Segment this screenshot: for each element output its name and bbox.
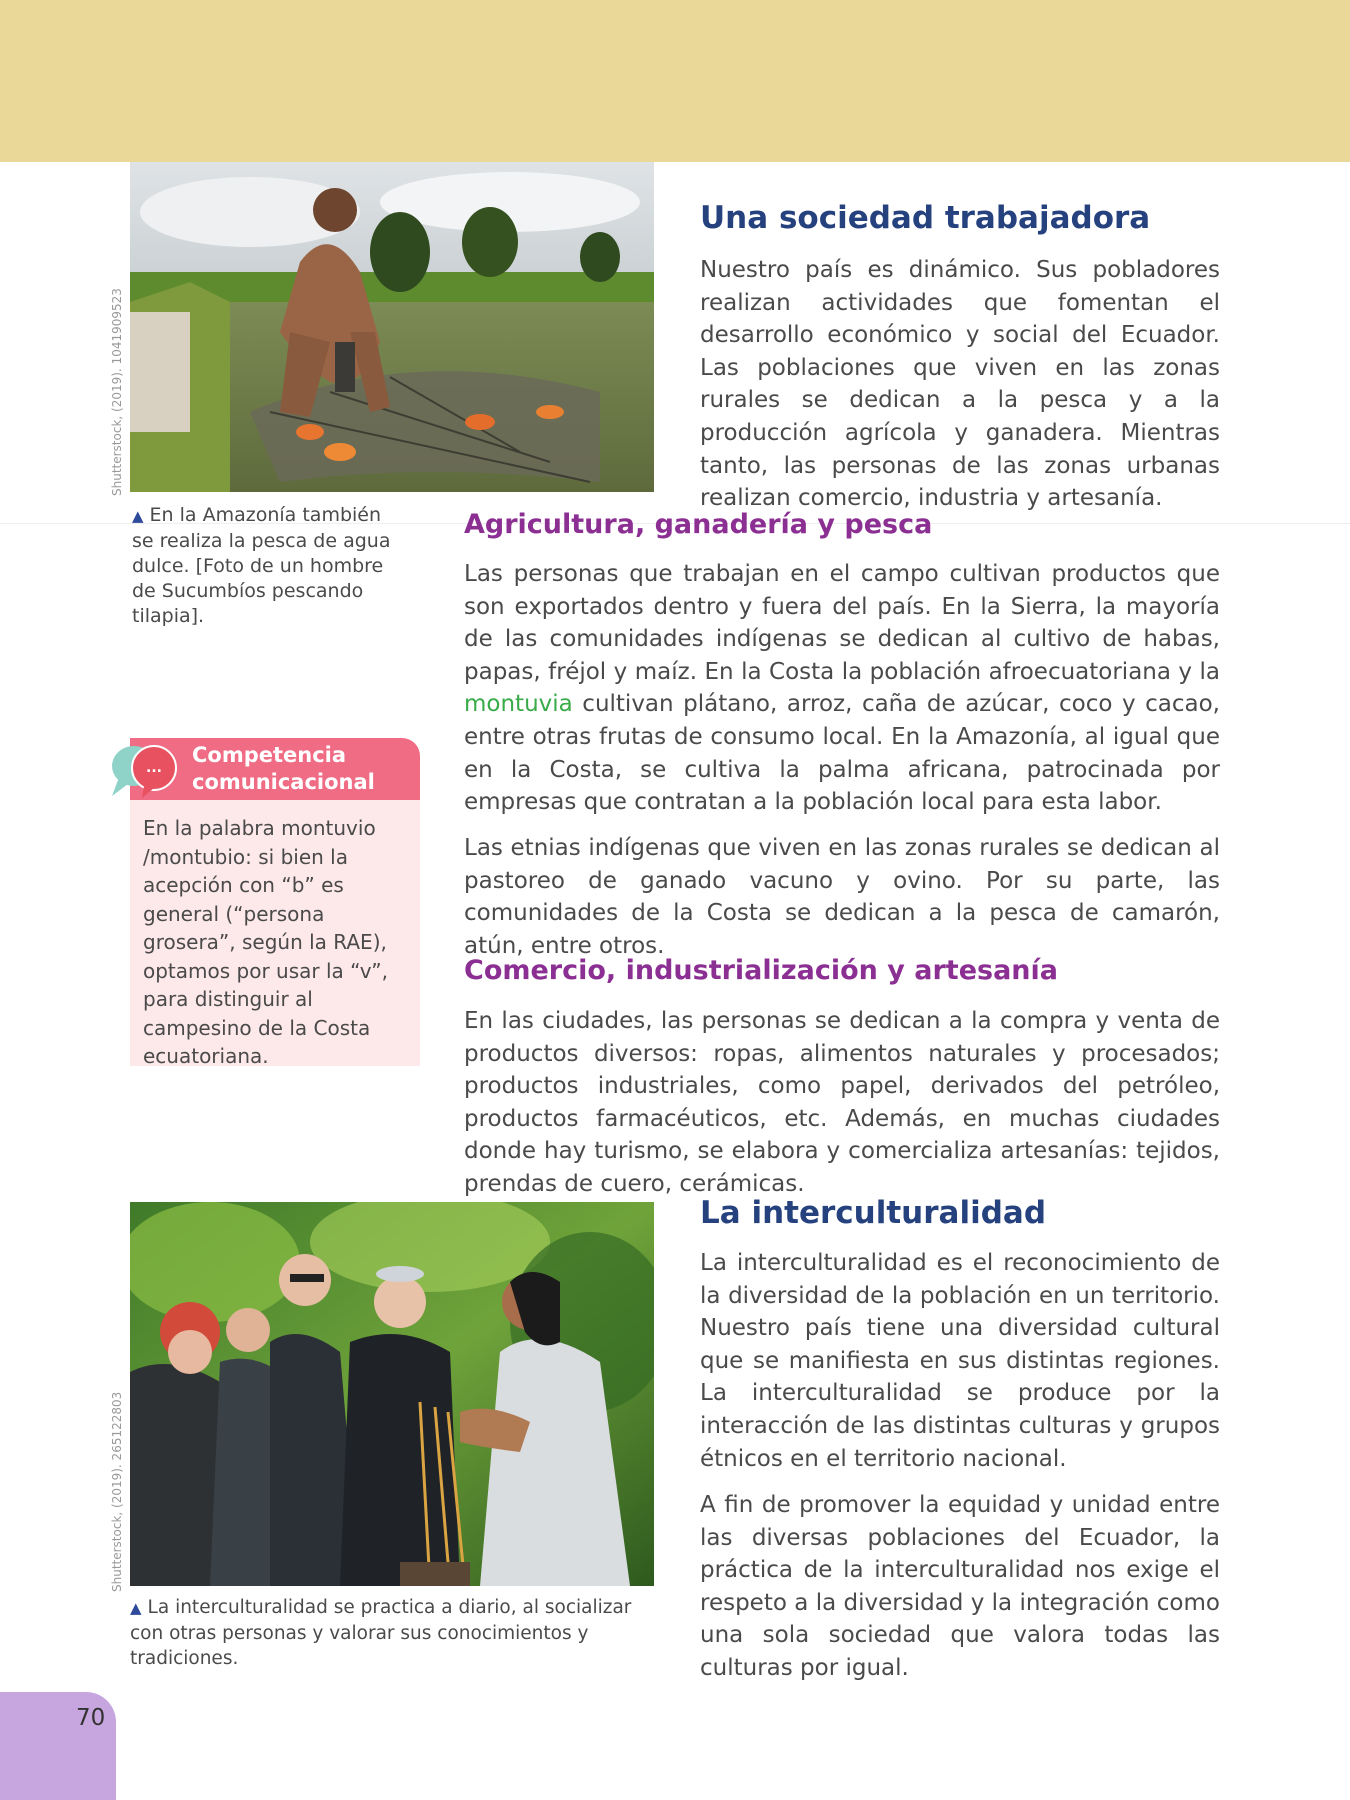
photo-credit: Shutterstock, (2019). 1041909523	[110, 288, 124, 496]
heading-agricultura: Agricultura, ganadería y pesca	[464, 509, 933, 540]
heading-sociedad-trabajadora: Una sociedad trabajadora	[700, 200, 1151, 236]
speech-bubbles-icon	[108, 738, 184, 802]
paragraph-interculturalidad-1: La interculturalidad es el reconocimiento de la diversidad de la población en un territorio. Nuestro país tiene una diversidad cultural que se manifiesta en sus distintas regiones. La interculturalidad se produce por la interacción de las distintas culturas y grupos étnicos en el territorio nacional.	[700, 1250, 1220, 1472]
paragraph-agricultura-1	[464, 558, 1220, 819]
paragraph-sociedad-trabajadora: Nuestro país es dinámico. Sus pobladores realizan actividades que fomentan el desarrollo económico y social del Ecuador. Las poblaciones que viven en las zonas rurales se dedican a la pesca y a la producción agrícola y ganadera. Mientras tanto, las personas de las zonas urbanas realizan comercio, industria y artesanía.	[700, 257, 1220, 512]
paragraph-interculturalidad-2: A fin de promover la equidad y unidad entre las diversas poblaciones del Ecuador, la práctica de la interculturalidad nos exige el respeto a la diversidad y la integración como una sola sociedad que valora todas las culturas por igual.	[700, 1492, 1220, 1681]
text-run: Las personas que trabajan en el campo cultivan productos que son exportados dentro y fuera del país. En la Sierra, la mayoría de las comunidades indígenas se dedican al cultivo de habas, papas, fréjol y maíz. En la Costa la población afroecuatoriana y la	[464, 561, 1220, 685]
photo-fisherman	[130, 162, 654, 492]
paragraph-agricultura-2: Las etnias indígenas que viven en las zonas rurales se dedican al pastoreo de ganado vacuno y ovino. Por su parte, las comunidades de la Costa se dedican a la pesca de camarón, atún, entre otros.	[464, 835, 1220, 959]
competencia-title: Competencia comunicacional	[192, 743, 375, 794]
top-color-band	[0, 0, 1350, 162]
text-run: cultivan plátano, arroz, caña de azúcar, coco y cacao, entre otras frutas de consumo local. En la Amazonía, al igual que en la Costa, se cultiva la palma africana, patrocinada por empresas que contratan a la población local para esta labor.	[464, 691, 1220, 816]
heading-comercio: Comercio, industrialización y artesanía	[464, 955, 1058, 986]
photo-credit: Shutterstock, (2019). 265122803	[110, 1391, 124, 1592]
icon-dots: ...	[146, 760, 162, 776]
competencia-text: En la palabra montuvio /montubio: si bien la acepción con “b” es general (“persona grosera”, según la RAE), optamos por usar la “v”, para distinguir al campesino de la Costa ecuatoriana.	[143, 816, 388, 1068]
caption-triangle-icon: ▲	[130, 1599, 142, 1617]
caption-triangle-icon: ▲	[132, 507, 144, 525]
highlight-montuvia: montuvia	[464, 691, 573, 718]
photo-caption	[132, 503, 402, 629]
paragraph-comercio: En las ciudades, las personas se dedican a la compra y venta de productos diversos: ropas, alimentos naturales y procesados; productos industriales, como papel, derivados del petróleo, productos farmacéuticos, etc. Además, en muchas ciudades donde hay turismo, se elabora y comercializa artesanías: tejidos, prendas de cuero, cerámicas.	[464, 1008, 1220, 1197]
heading-interculturalidad: La interculturalidad	[700, 1195, 1047, 1231]
page-number: 70	[76, 1705, 106, 1731]
photo-caption	[130, 1595, 660, 1671]
caption-text: La interculturalidad se practica a diario, al socializar con otras personas y valorar sus conocimientos y tradiciones.	[130, 1597, 632, 1669]
caption-text: En la Amazonía también se realiza la pesca de agua dulce. [Foto de un hombre de Sucumbíos pescando tilapia].	[132, 504, 391, 627]
photo-interculturalidad	[130, 1202, 654, 1586]
